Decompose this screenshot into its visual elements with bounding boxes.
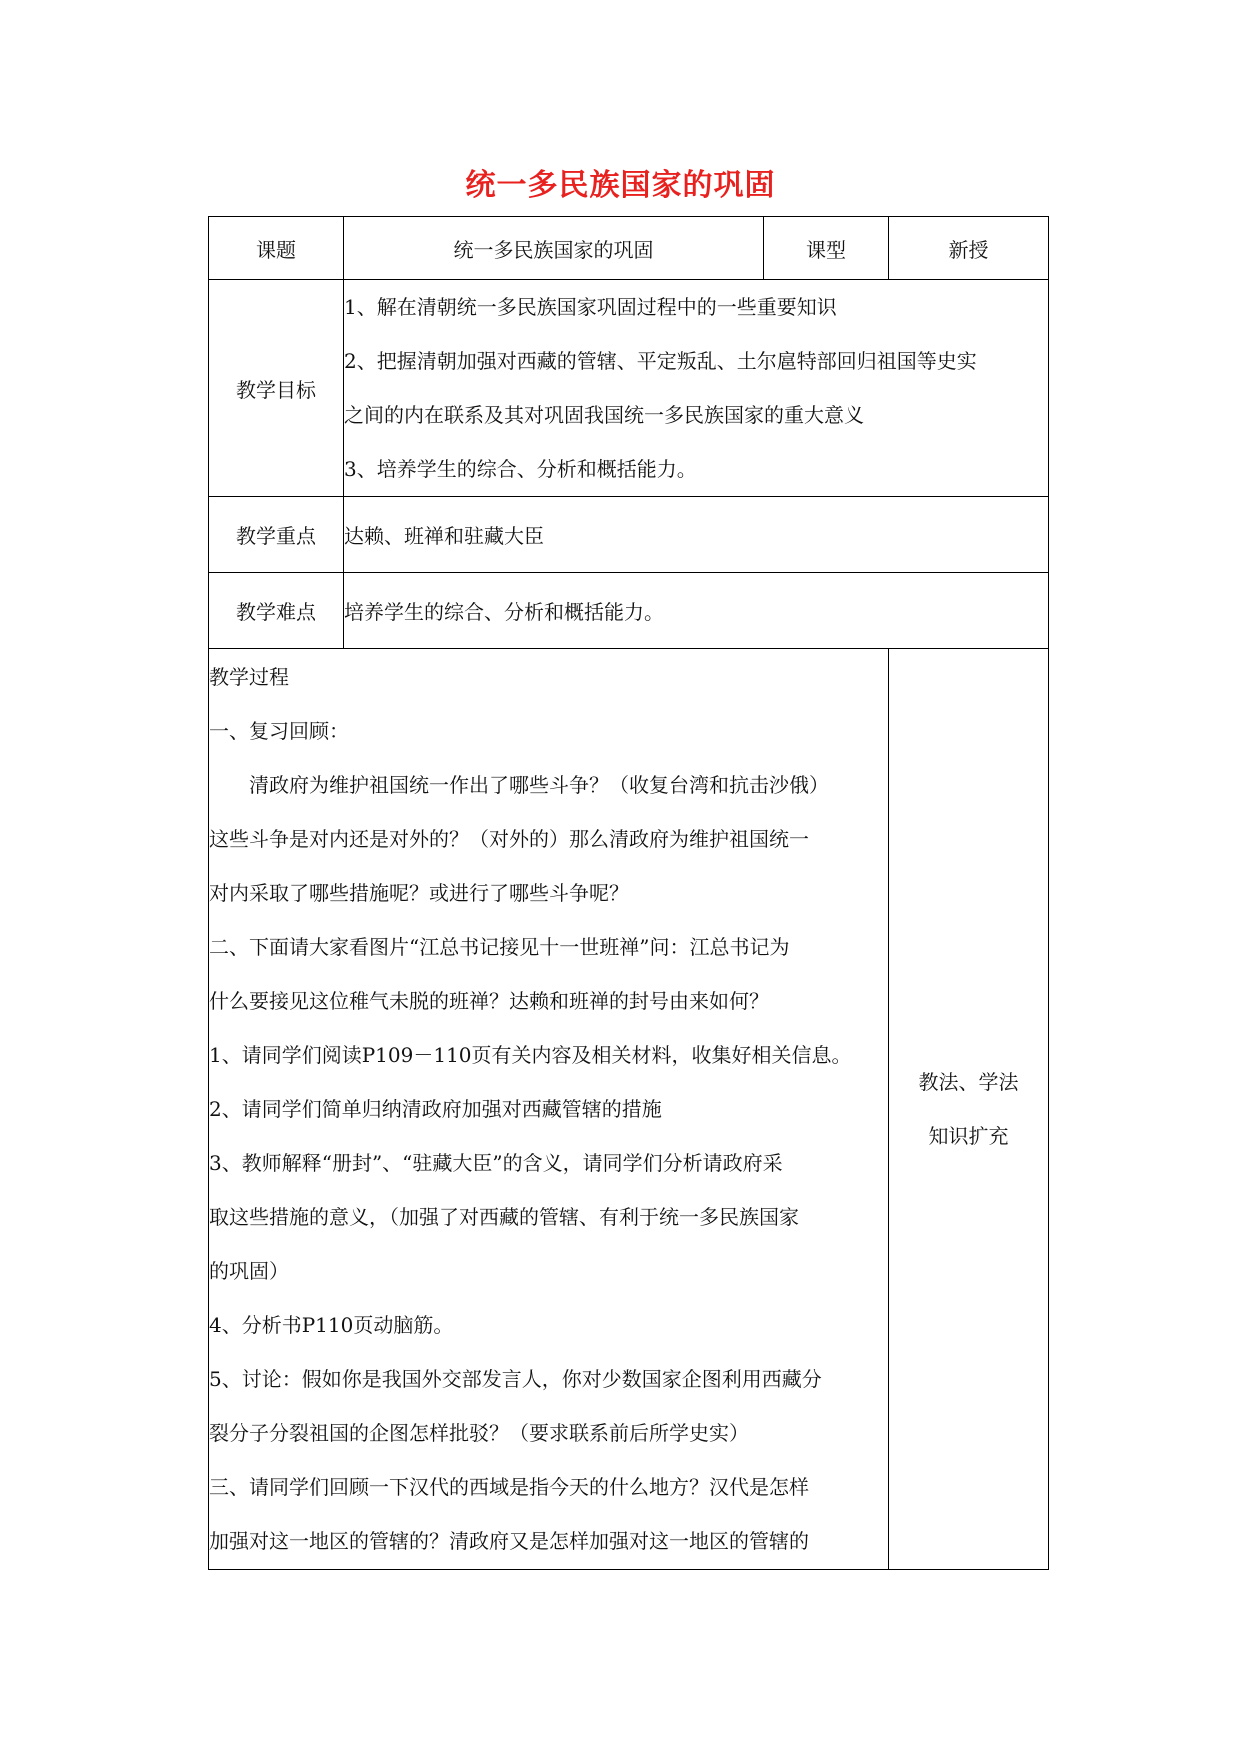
process-row <box>209 649 1049 1570</box>
header-row <box>209 217 1049 280</box>
process-line: 这些斗争是对内还是对外的？（对外的）那么清政府为维护祖国统一 <box>209 827 809 851</box>
difficulties-text: 培养学生的综合、分析和概括能力。 <box>344 573 1049 649</box>
goal-line: 之间的内在联系及其对巩固我国统一多民族国家的重大意义 <box>344 403 864 427</box>
key-points-label: 教学重点 <box>209 497 344 573</box>
goal-line: 1、解在清朝统一多民族国家巩固过程中的一些重要知识 <box>344 295 837 319</box>
goals-label: 教学目标 <box>209 280 344 497</box>
process-line: 什么要接见这位稚气未脱的班禅？达赖和班禅的封号由来如何？ <box>209 989 769 1013</box>
process-line: 2、请同学们简单归纳清政府加强对西藏管辖的措施 <box>209 1097 662 1121</box>
process-line: 4、分析书P110页动脑筋。 <box>209 1313 454 1337</box>
type-label: 课型 <box>764 217 889 280</box>
document-title: 统一多民族国家的巩固 <box>465 168 776 203</box>
process-line: 二、下面请大家看图片“江总书记接见十一世班禅”问：江总书记为 <box>209 935 790 959</box>
lesson-plan-table <box>208 216 1049 1570</box>
process-line: 加强对这一地区的管辖的？清政府又是怎样加强对这一地区的管辖的 <box>209 1529 809 1553</box>
process-line: 1、请同学们阅读P109－110页有关内容及相关材料，收集好相关信息。 <box>209 1043 852 1067</box>
goals-content <box>344 280 1049 497</box>
process-heading: 教学过程 <box>209 665 289 689</box>
process-line: 对内采取了哪些措施呢？或进行了哪些斗争呢？ <box>209 881 629 905</box>
process-line: 的巩固） <box>209 1259 289 1283</box>
side-note-line: 知识扩充 <box>928 1124 1009 1148</box>
key-points-text: 达赖、班禅和驻藏大臣 <box>344 497 1049 573</box>
goals-row <box>209 280 1049 497</box>
process-content <box>209 649 889 1570</box>
process-line: 3、教师解释“册封”、“驻藏大臣”的含义，请同学们分析请政府采 <box>209 1151 783 1175</box>
process-line: 5、讨论：假如你是我国外交部发言人，你对少数国家企图利用西藏分 <box>209 1367 822 1391</box>
topic-value: 统一多民族国家的巩固 <box>344 217 764 280</box>
difficulties-label: 教学难点 <box>209 573 344 649</box>
process-line: 一、复习回顾： <box>209 719 349 743</box>
process-line: 裂分子分裂祖国的企图怎样批驳？（要求联系前后所学史实） <box>209 1421 749 1445</box>
type-value: 新授 <box>889 217 1049 280</box>
goal-line: 3、培养学生的综合、分析和概括能力。 <box>344 457 697 481</box>
goal-line: 2、把握清朝加强对西藏的管辖、平定叛乱、土尔扈特部回归祖国等史实 <box>344 349 977 373</box>
side-notes <box>889 649 1049 1570</box>
process-line: 清政府为维护祖国统一作出了哪些斗争？（收复台湾和抗击沙俄） <box>249 773 829 797</box>
process-line: 取这些措施的意义，（加强了对西藏的管辖、有利于统一多民族国家 <box>209 1205 799 1229</box>
difficulties-row <box>209 573 1049 649</box>
side-note-line: 教法、学法 <box>918 1070 1019 1094</box>
process-line: 三、请同学们回顾一下汉代的西域是指今天的什么地方？汉代是怎样 <box>209 1475 809 1499</box>
topic-label: 课题 <box>209 217 344 280</box>
key-points-row <box>209 497 1049 573</box>
